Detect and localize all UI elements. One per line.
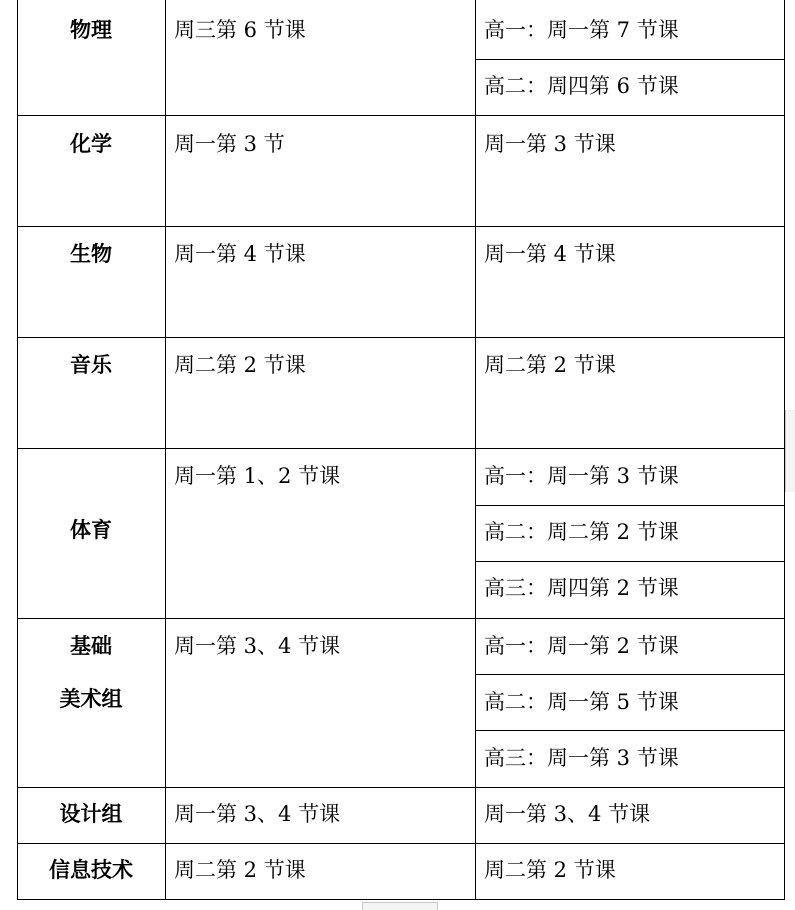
grid-line-row [17,337,785,338]
grid-line-subrow [475,561,785,562]
subject-chemistry: 化学 [70,132,112,156]
col2-chemistry: 周一第 3 节 [174,132,285,156]
col3-pe-1: 高一：周一第 3 节课 [484,464,679,488]
horizontal-scrollbar-thumb[interactable] [362,902,438,910]
col3-physics-1: 高一：周一第 7 节课 [484,18,679,42]
col3-art-basic-3: 高三：周一第 3 节课 [484,746,679,770]
subject-art-basic-line2: 美术组 [59,687,123,711]
grid-line-subrow [475,674,785,675]
grid-line-subrow [475,59,785,60]
grid-line-row [17,618,785,619]
subject-it: 信息技术 [49,858,133,882]
col3-pe-2: 高二：周二第 2 节课 [484,520,679,544]
subject-biology: 生物 [70,242,112,266]
grid-line-row [17,843,785,844]
grid-line-subrow [475,730,785,731]
col3-pe-3: 高三：周四第 2 节课 [484,576,679,600]
col2-music: 周二第 2 节课 [174,353,306,377]
grid-line-left [17,0,18,900]
subject-pe: 体育 [70,518,112,542]
col3-art-basic-1: 高一：周一第 2 节课 [484,634,679,658]
grid-line-subrow [475,505,785,506]
col3-design: 周一第 3、4 节课 [484,802,651,826]
col3-music: 周二第 2 节课 [484,353,616,377]
col3-physics-2: 高二：周四第 6 节课 [484,74,679,98]
subject-music: 音乐 [70,353,112,377]
col2-it: 周二第 2 节课 [174,858,306,882]
subject-art-basic-line1: 基础 [70,634,112,658]
grid-line-col2 [165,0,166,900]
col2-pe: 周一第 1、2 节课 [174,464,341,488]
col3-it: 周二第 2 节课 [484,858,616,882]
col2-design: 周一第 3、4 节课 [174,802,341,826]
col2-physics: 周三第 6 节课 [174,18,306,42]
col2-art-basic: 周一第 3、4 节课 [174,634,341,658]
subject-physics: 物理 [70,18,112,42]
col2-biology: 周一第 4 节课 [174,242,306,266]
grid-line-row [17,448,785,449]
col3-biology: 周一第 4 节课 [484,242,616,266]
grid-line-row [17,787,785,788]
grid-line-col3 [475,0,476,900]
grid-line-row [17,226,785,227]
col3-art-basic-2: 高二：周一第 5 节课 [484,690,679,714]
grid-line-bottom [17,899,785,900]
scrollbar-edge[interactable] [785,410,795,492]
grid-line-row [17,115,785,116]
col3-chemistry: 周一第 3 节课 [484,132,616,156]
subject-design: 设计组 [59,802,123,826]
